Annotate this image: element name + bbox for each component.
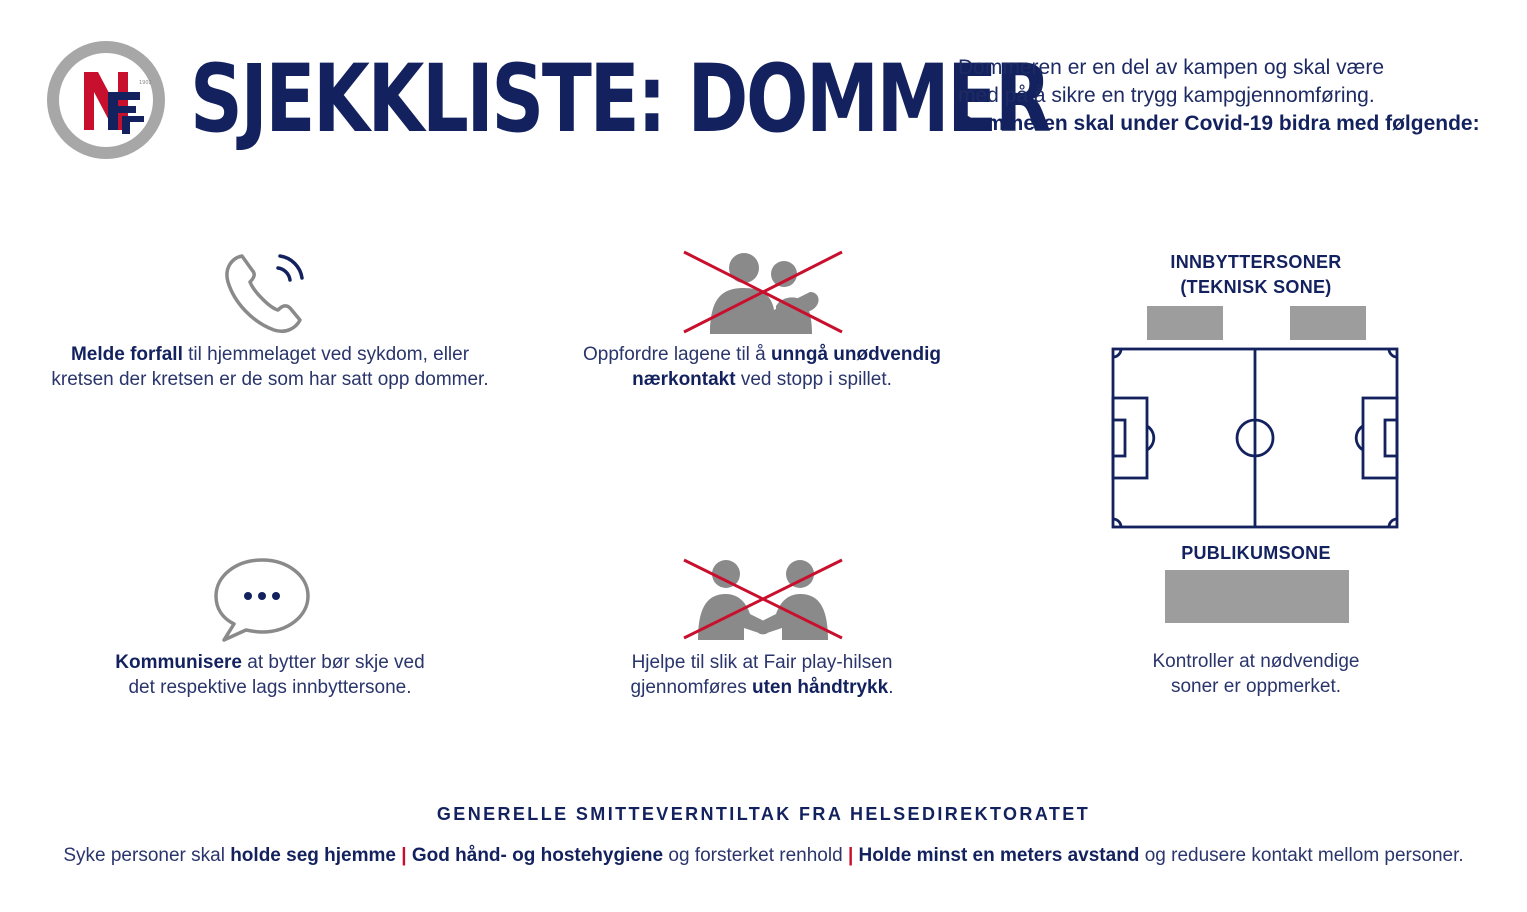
item-soner-text-1: Kontroller at nødvendige	[1152, 651, 1360, 672]
item-naerkontakt-bold-1: unngå unødvendig	[771, 344, 941, 365]
item-soner-text-2: soner er oppmerket.	[1170, 676, 1342, 697]
item-forfall-text-2: kretsen der kretsen er de som har satt opp dommer.	[51, 369, 489, 390]
item-naerkontakt-text-1: Oppfordre lagene til å	[583, 344, 772, 365]
intro-text	[958, 54, 1518, 138]
spectator-zone	[1165, 570, 1349, 623]
no-close-contact-icon	[680, 248, 846, 336]
logo-year: 1902	[139, 80, 152, 86]
item-handtrykk-text-1: Hjelpe til slik at Fair play-hilsen	[631, 652, 893, 673]
item-forfall-caption	[20, 342, 520, 392]
item-handtrykk-text-3: .	[888, 677, 894, 698]
item-handtrykk-bold: uten håndtrykk	[751, 677, 889, 698]
general-measures-title: GENERELLE SMITTEVERNTILTAK FRA HELSEDIREKTORATET	[436, 804, 1091, 824]
zone-top-title	[1106, 250, 1406, 300]
substitute-zone-left	[1147, 306, 1223, 340]
separator-1: |	[401, 845, 407, 866]
item-naerkontakt-caption	[532, 342, 992, 392]
general-text-2: og forsterket renhold	[663, 845, 848, 866]
page-title: SJEKKLISTE: DOMMER	[190, 45, 1050, 154]
general-text-1: Syke personer skal	[63, 845, 231, 866]
general-measures-text	[0, 845, 1527, 867]
item-forfall-text-1: til hjemmelaget ved sykdom, eller	[182, 344, 470, 365]
general-text-3: og redusere kontakt mellom personer.	[1139, 845, 1464, 866]
no-handshake-icon	[680, 556, 846, 642]
separator-2: |	[847, 845, 854, 866]
item-kommunisere-text-2: det respektive lags innbyttersone.	[128, 677, 412, 698]
football-pitch-icon	[1110, 346, 1400, 530]
item-kommunisere-caption	[20, 650, 520, 700]
phone-icon	[220, 246, 312, 338]
general-bold-1: holde seg hjemme	[230, 845, 396, 866]
item-naerkontakt-bold-2: nærkontakt	[632, 369, 736, 390]
item-naerkontakt-text-2: ved stopp i spillet.	[735, 369, 892, 390]
speech-bubble-icon	[210, 556, 314, 646]
item-kommunisere-text-1: at bytter bør skje ved	[242, 652, 425, 673]
nff-logo	[44, 38, 168, 162]
zone-bottom-title: PUBLIKUMSONE	[1181, 543, 1331, 563]
intro-line-1: Dommeren er en del av kampen og skal være	[958, 56, 1385, 79]
intro-line-3: Dommeren skal under Covid-19 bidra med følgende:	[958, 112, 1480, 135]
intro-line-2: med på å sikre en trygg kampgjennomføring.	[958, 84, 1375, 107]
substitute-zone-right	[1290, 306, 1366, 340]
item-kommunisere-bold: Kommunisere	[115, 652, 242, 673]
zone-top-title-line-1: INNBYTTERSONER	[1170, 252, 1342, 272]
general-bold-2: God hånd- og hostehygiene	[411, 845, 664, 866]
item-handtrykk-text-2: gjennomføres	[630, 677, 752, 698]
item-handtrykk-caption	[532, 650, 992, 700]
item-forfall-bold: Melde forfall	[70, 344, 183, 365]
item-soner-caption	[1086, 649, 1426, 699]
general-bold-3: Holde minst en meters avstand	[858, 845, 1140, 866]
zone-top-title-line-2: (TEKNISK SONE)	[1180, 277, 1332, 297]
